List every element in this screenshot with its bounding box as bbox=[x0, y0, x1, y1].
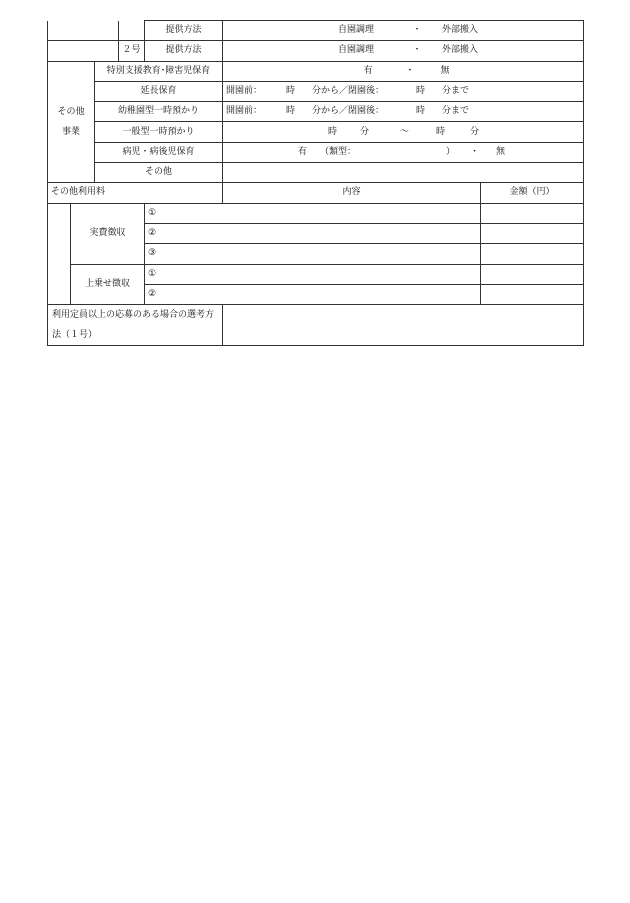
extended-care-hours[interactable]: 開園前： 時 分から／閉園後： 時 分まで bbox=[223, 81, 584, 101]
sick-child-care-row bbox=[48, 142, 584, 162]
kindergarten-temp-care-hours[interactable]: 開園前： 時 分から／閉園後： 時 分まで bbox=[223, 102, 584, 122]
additional-fee-amount[interactable] bbox=[481, 264, 584, 284]
kindergarten-temp-care-row bbox=[48, 102, 584, 122]
other-fees-label: その他利用料 bbox=[48, 183, 223, 203]
meal-provision-options[interactable]: 自園調理 ・ 外部搬入 bbox=[223, 41, 584, 61]
extended-care-label: 延長保育 bbox=[95, 81, 223, 101]
meal-row-type1 bbox=[48, 21, 584, 41]
meal-provision-label: 提供方法 bbox=[145, 41, 223, 61]
extended-care-row bbox=[48, 81, 584, 101]
actual-cost-item[interactable]: ③ bbox=[145, 244, 481, 264]
meal-row-type2 bbox=[48, 41, 584, 61]
additional-fee-amount[interactable] bbox=[481, 284, 584, 304]
other-service-label: その他 bbox=[95, 163, 223, 183]
selection-method-label: 利用定員以上の応募のある場合の選考方法（１号） bbox=[48, 305, 223, 346]
special-support-label: 特別支援教育･障害児保育 bbox=[95, 61, 223, 81]
blank-cell bbox=[119, 21, 145, 41]
actual-cost-item[interactable]: ② bbox=[145, 223, 481, 243]
actual-cost-item[interactable]: ① bbox=[145, 203, 481, 223]
general-temp-care-label: 一般型一時預かり bbox=[95, 122, 223, 142]
application-form-table bbox=[47, 20, 584, 346]
actual-cost-amount[interactable] bbox=[481, 203, 584, 223]
selection-method-row bbox=[48, 305, 584, 346]
special-support-options[interactable]: 有 ・ 無 bbox=[223, 61, 584, 81]
other-fees-header-row bbox=[48, 183, 584, 203]
additional-fee-label: 上乗せ徴収 bbox=[71, 264, 145, 305]
meal-provision-options[interactable]: 自園調理 ・ 外部搬入 bbox=[223, 21, 584, 41]
actual-cost-amount[interactable] bbox=[481, 223, 584, 243]
selection-method-input[interactable] bbox=[223, 305, 584, 346]
other-fees-amount-header: 金額（円） bbox=[481, 183, 584, 203]
general-temp-care-hours[interactable]: 時 分 ～ 時 分 bbox=[223, 122, 584, 142]
additional-fee-row bbox=[48, 264, 584, 284]
meal-provision-label: 提供方法 bbox=[145, 21, 223, 41]
general-temp-care-row bbox=[48, 122, 584, 142]
other-services-group-label: その他 事業 bbox=[48, 61, 95, 183]
actual-cost-label: 実費徴収 bbox=[71, 203, 145, 264]
other-service-row bbox=[48, 163, 584, 183]
special-support-row bbox=[48, 61, 584, 81]
kindergarten-temp-care-label: 幼稚園型一時預かり bbox=[95, 102, 223, 122]
blank-cell bbox=[48, 41, 119, 61]
blank-cell bbox=[48, 203, 71, 304]
sick-child-care-options[interactable]: 有 （類型： ） ・ 無 bbox=[223, 142, 584, 162]
additional-fee-item[interactable]: ① bbox=[145, 264, 481, 284]
sick-child-care-label: 病児・病後児保育 bbox=[95, 142, 223, 162]
type2-label: ２号 bbox=[119, 41, 145, 61]
additional-fee-item[interactable]: ② bbox=[145, 284, 481, 304]
other-service-input[interactable] bbox=[223, 163, 584, 183]
other-fees-content-header: 内容 bbox=[223, 183, 481, 203]
blank-cell bbox=[48, 21, 119, 41]
actual-cost-row bbox=[48, 203, 584, 223]
actual-cost-amount[interactable] bbox=[481, 244, 584, 264]
